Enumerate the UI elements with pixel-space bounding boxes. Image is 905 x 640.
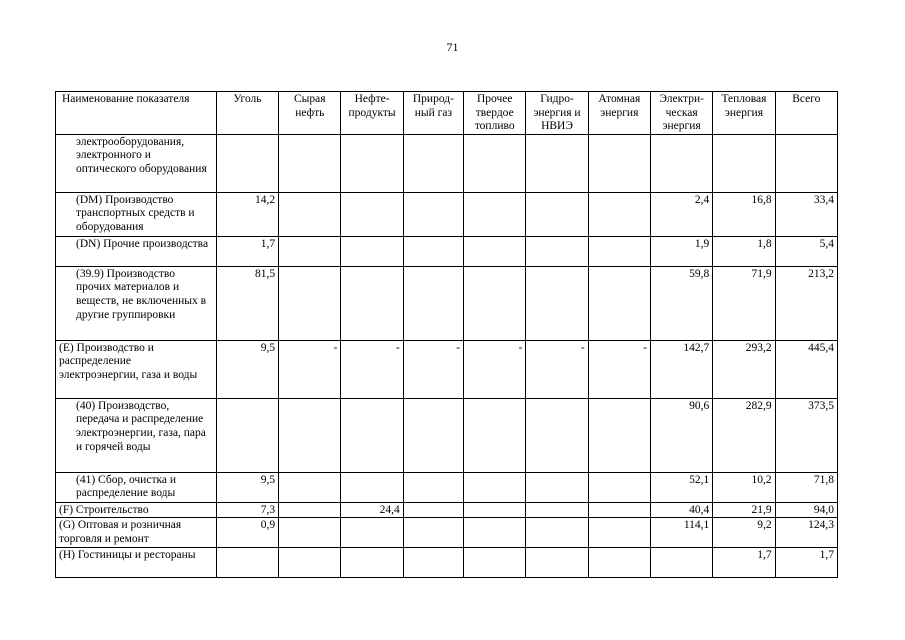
row-value-cell [650,547,712,577]
row-value-cell [403,472,463,502]
row-value-cell: 213,2 [775,266,837,340]
header-total: Всего [775,92,837,135]
row-value-cell [588,502,650,518]
row-value-cell: 2,4 [650,192,712,236]
row-value-cell: 1,7 [775,547,837,577]
row-value-cell [526,502,588,518]
row-indicator-name: (41) Сбор, очистка и распределение воды [56,472,217,502]
row-value-cell [279,502,341,518]
row-value-cell: 5,4 [775,236,837,266]
header-thermal-energy: Тепловая энергия [713,92,775,135]
row-value-cell: 1,7 [713,547,775,577]
row-value-cell [341,134,403,192]
row-indicator-name: (39.9) Производство прочих материалов и веществ, не включенных в другие группировки [56,266,217,340]
row-value-cell: 142,7 [650,340,712,398]
row-value-cell [279,192,341,236]
row-value-cell [403,518,463,547]
row-value-cell [588,266,650,340]
table-row [56,134,838,192]
row-indicator-name: (40) Производство, передача и распределение электроэнергии, газа, пара и горячей воды [56,398,217,472]
row-value-cell [588,547,650,577]
row-value-cell [279,518,341,547]
row-value-cell: - [526,340,588,398]
row-indicator-name: электрооборудования, электронного и оптического оборудования [56,134,217,192]
row-value-cell [526,192,588,236]
row-value-cell: 71,9 [713,266,775,340]
row-indicator-name: (DM) Производство транспортных средств и оборудования [56,192,217,236]
row-value-cell [464,236,526,266]
row-value-cell [341,266,403,340]
row-value-cell: 33,4 [775,192,837,236]
row-value-cell: 7,3 [216,502,278,518]
row-value-cell: 71,8 [775,472,837,502]
row-value-cell [341,472,403,502]
table-row [56,398,838,472]
row-value-cell: 40,4 [650,502,712,518]
header-other-solid-fuel: Прочее твердое топливо [464,92,526,135]
header-electric-energy: Электри-ческая энергия [650,92,712,135]
row-value-cell [279,547,341,577]
row-value-cell [464,547,526,577]
row-value-cell [279,266,341,340]
row-value-cell [526,472,588,502]
row-value-cell: 1,7 [216,236,278,266]
row-value-cell [588,472,650,502]
row-value-cell [464,266,526,340]
row-value-cell [216,547,278,577]
row-value-cell [403,547,463,577]
row-indicator-name: (H) Гостиницы и рестораны [56,547,217,577]
energy-consumption-table [55,91,838,578]
row-value-cell [403,502,463,518]
row-value-cell: 10,2 [713,472,775,502]
row-value-cell: 9,2 [713,518,775,547]
row-value-cell: - [279,340,341,398]
row-value-cell [279,236,341,266]
row-value-cell [526,236,588,266]
row-value-cell: 90,6 [650,398,712,472]
table-row [56,266,838,340]
row-value-cell [526,266,588,340]
row-value-cell: 81,5 [216,266,278,340]
row-value-cell [341,398,403,472]
row-value-cell [464,134,526,192]
page-number: 71 [446,40,459,54]
row-value-cell: 373,5 [775,398,837,472]
row-value-cell [341,547,403,577]
row-value-cell: 94,0 [775,502,837,518]
row-value-cell [464,398,526,472]
row-value-cell [216,398,278,472]
row-value-cell [403,134,463,192]
table-row [56,547,838,577]
row-value-cell: 0,9 [216,518,278,547]
row-value-cell [279,472,341,502]
row-value-cell [216,134,278,192]
row-value-cell: 114,1 [650,518,712,547]
row-indicator-name: (G) Оптовая и розничная торговля и ремонт [56,518,217,547]
row-value-cell [588,518,650,547]
row-indicator-name: (F) Строительство [56,502,217,518]
header-indicator-name: Наименование показателя [56,92,217,135]
row-value-cell: 16,8 [713,192,775,236]
table-row [56,518,838,547]
row-value-cell [464,502,526,518]
row-value-cell: 445,4 [775,340,837,398]
row-value-cell: 9,5 [216,340,278,398]
row-value-cell [526,547,588,577]
row-value-cell: 21,9 [713,502,775,518]
table-body [56,134,838,577]
row-value-cell: 1,8 [713,236,775,266]
row-value-cell: 59,8 [650,266,712,340]
row-value-cell: - [464,340,526,398]
row-value-cell [279,398,341,472]
row-value-cell: 293,2 [713,340,775,398]
row-value-cell [588,192,650,236]
row-value-cell [775,134,837,192]
row-value-cell [341,236,403,266]
row-value-cell: - [403,340,463,398]
row-value-cell [341,192,403,236]
row-value-cell [650,134,712,192]
row-value-cell: - [341,340,403,398]
row-value-cell [713,134,775,192]
row-value-cell: 9,5 [216,472,278,502]
row-value-cell: 124,3 [775,518,837,547]
table-header-row [56,92,838,135]
row-value-cell: - [588,340,650,398]
table-row [56,472,838,502]
table-row [56,192,838,236]
row-value-cell [403,398,463,472]
table-row [56,502,838,518]
row-value-cell [403,192,463,236]
header-nuclear: Атомная энергия [588,92,650,135]
row-value-cell: 282,9 [713,398,775,472]
header-oil-products: Нефте-продукты [341,92,403,135]
row-value-cell [526,398,588,472]
header-hydro-renewable: Гидро-энергия и НВИЭ [526,92,588,135]
row-value-cell [403,236,463,266]
row-value-cell [588,236,650,266]
row-value-cell [279,134,341,192]
row-value-cell [588,398,650,472]
row-value-cell: 14,2 [216,192,278,236]
row-value-cell [464,192,526,236]
header-crude-oil: Сырая нефть [279,92,341,135]
row-value-cell [464,472,526,502]
row-value-cell: 1,9 [650,236,712,266]
table-row [56,236,838,266]
row-indicator-name: (DN) Прочие производства [56,236,217,266]
table-row [56,340,838,398]
row-value-cell [588,134,650,192]
row-value-cell: 52,1 [650,472,712,502]
header-natural-gas: Природ-ный газ [403,92,463,135]
header-coal: Уголь [216,92,278,135]
row-value-cell [526,518,588,547]
row-value-cell [526,134,588,192]
row-value-cell [403,266,463,340]
row-indicator-name: (E) Производство и распределение электроэнергии, газа и воды [56,340,217,398]
row-value-cell: 24,4 [341,502,403,518]
row-value-cell [341,518,403,547]
row-value-cell [464,518,526,547]
